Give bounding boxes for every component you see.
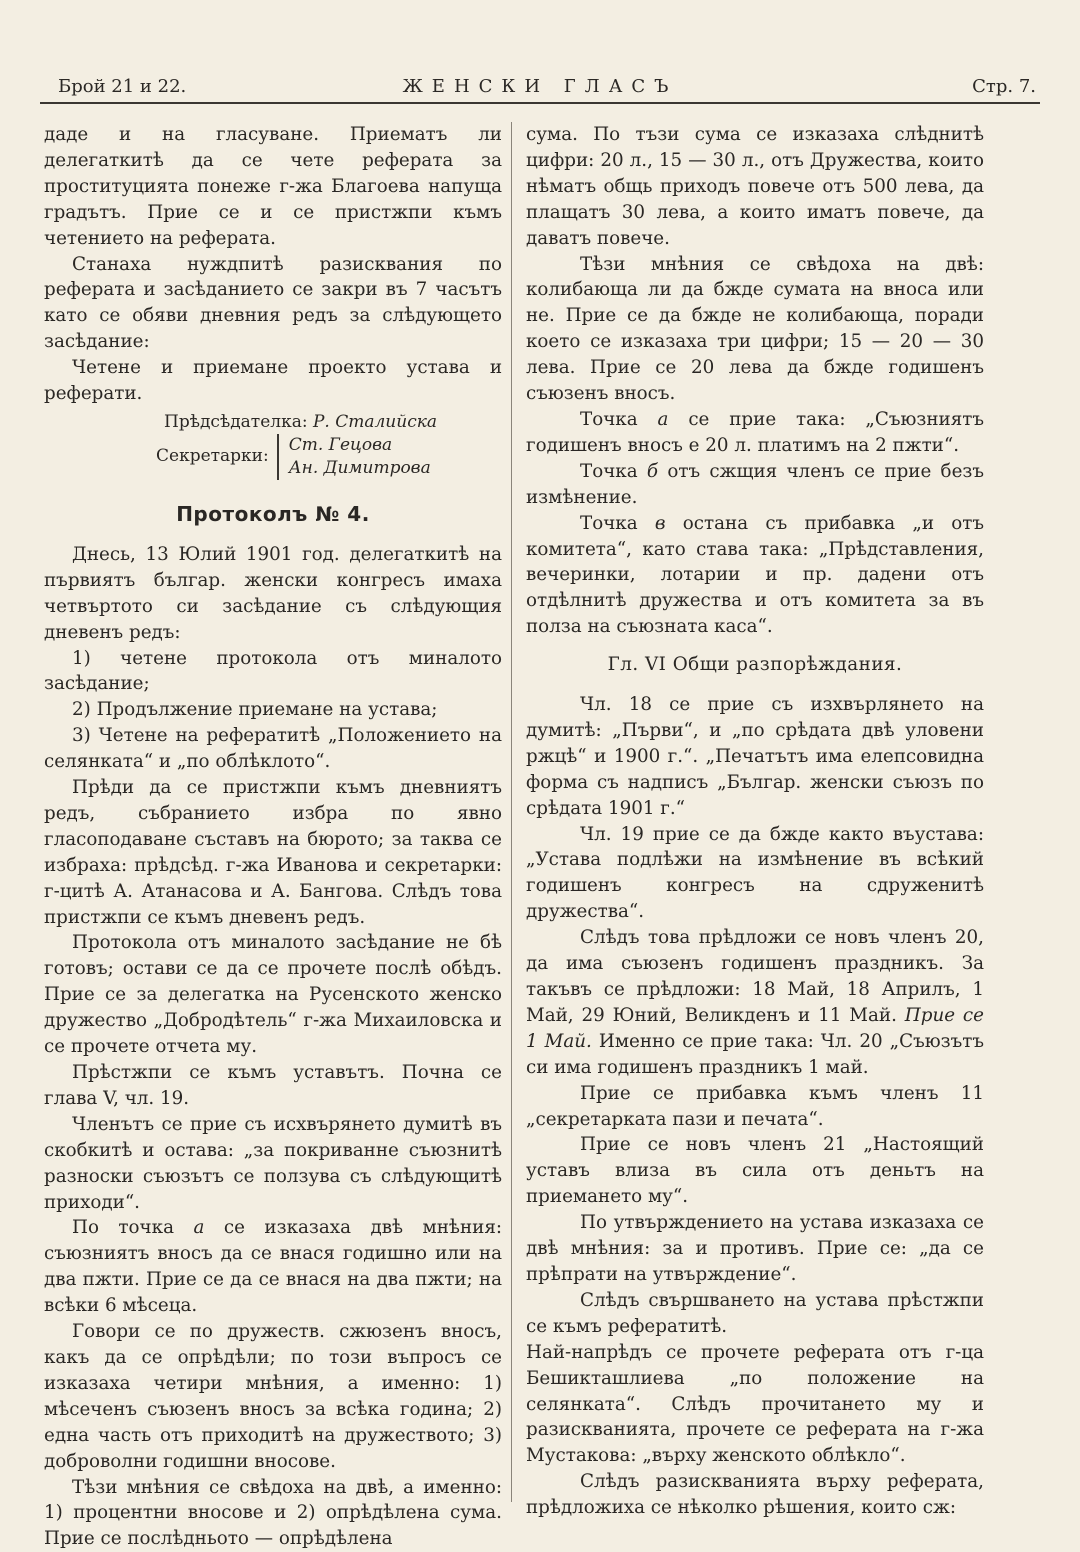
right-column [526, 122, 984, 1521]
point-letter: б [647, 461, 658, 482]
text-run: Точка [580, 461, 638, 482]
secretaries-brace [277, 434, 431, 480]
running-header [40, 74, 1040, 104]
emphasis: Прие се 1 Май. [526, 1005, 984, 1052]
text-run: Слѣдъ това прѣдложи се новъ членъ 20, да има съюзенъ годишенъ праздникъ. За такъвъ се прѣдложи: 18 Май, 18 Априлъ, 1 Май, 29 Юний, Великденъ и 11 Май. [526, 927, 984, 1026]
signature-block [44, 411, 502, 480]
text-run: По точка [72, 1217, 174, 1238]
paragraph [526, 925, 984, 1080]
page-number: Стр. 7. [972, 76, 1036, 97]
point-letter: в [655, 513, 666, 534]
left-column [44, 122, 502, 1552]
point-letter: а [193, 1217, 204, 1238]
text-run: отъ сжщия членъ се прие безъ измѣнение. [526, 461, 984, 508]
paragraph: Прѣстжпи се къмъ уставътъ. Почна се глава V, чл. 19. [44, 1060, 502, 1112]
paragraph [526, 511, 984, 641]
paragraph: Тѣзи мнѣния се свѣдоха на двѣ: колибающа ли да бжде сумата на вноса или не. Прие се да бжде не колибающа, поради което се изказаха три цифри; 15 — 20 — 30 лева. Прие се 20 лева да бжде годишенъ съюзенъ вносъ. [526, 252, 984, 407]
paragraph: Днесь, 13 Юлий 1901 год. делегаткитѣ на първиятъ българ. женски конгресъ имаха четвъртото си засѣдание съ слѣдующия дневенъ редъ: [44, 542, 502, 646]
secretary-name: Ан. Димитрова [289, 457, 431, 480]
secretaries-label: Секретарки: [156, 445, 269, 468]
agenda-item: 2) Продължение приемане на устава; [44, 697, 502, 723]
text-run: Именно се прие така: Чл. 20 „Съюзътъ си има годишенъ праздникъ 1 май. [526, 1031, 984, 1078]
paragraph: Прие се новъ членъ 21 „Настоящий уставъ влиза въ сила отъ деньтъ на приемането му“. [526, 1132, 984, 1210]
paragraph: Чл. 19 прие се да бжде както въустава: „Устава подлѣжи на измѣнение въ всѣкий годишенъ конгресъ на сдруженитѣ дружества“. [526, 822, 984, 926]
chapter-heading: Гл. VI Общи разпорѣждания. [526, 652, 984, 678]
text-run: се изказаха двѣ мнѣния: съюзниятъ вносъ да се внася годишно или на два пжти. Прие се да се внася на два пжти; на всѣки 6 мѣсеца. [44, 1217, 502, 1316]
paragraph: Прѣди да се пристжпи къмъ дневниятъ редъ, събранието избра по явно гласоподаване съставъ на бюрото; за таква се избраха: прѣдсѣд. г-жа Иванова и секретарки: г-цитѣ А. Атанасова и А. Бангова. Слѣдъ това пристжпи се къмъ дневенъ редъ. [44, 775, 502, 930]
chair-name: Р. Сталийска [313, 412, 437, 432]
journal-title: ЖЕНСКИ ГЛАСЪ [40, 76, 1040, 97]
paragraph: Станаха нуждпитѣ разисквания по реферата и засѣданието се закри въ 7 часътъ като се обяви дневния редъ за слѣдующето засѣдание: [44, 252, 502, 356]
secretary-name: Ст. Гецова [289, 434, 431, 457]
paragraph: сума. По тъзи сума се изказаха слѣднитѣ цифри: 20 л., 15 — 30 л., отъ Дружества, които нѣматъ общь приходъ повече отъ 500 лева, да плащатъ 30 лева, а които иматъ повече, да даватъ повече. [526, 122, 984, 252]
text-run: Точка [580, 409, 638, 430]
paragraph: даде и на гласуване. Приематъ ли делегаткитѣ да се чете реферата за проституцията понеже г-жа Благоева напуща градътъ. Прие се и се пристжпи къмъ четението на реферата. [44, 122, 502, 252]
paragraph: Чл. 18 се прие съ изхвърлянето на думитѣ: „Първи“, и „по срѣдата двѣ уловени ржцѣ“ и 1900 г.“. „Печатътъ има елепсовидна форма съ надписъ „Българ. женски съюзъ по срѣдата 1901 г.“ [526, 692, 984, 822]
text-run: Точка [580, 513, 638, 534]
paragraph: Най-напрѣдъ се прочете реферата отъ г-ца Бешикташлиева „по положение на селянката“. Слѣдъ прочитането му и разискванията, прочете се реферата на г-жа Мустакова: „върху женското облѣкло“. [526, 1340, 984, 1470]
paragraph: По утвърждението на устава изказаха се двѣ мнѣния: за и противъ. Прие се: „да се прѣпрати на утвърждение“. [526, 1210, 984, 1288]
paragraph [44, 1215, 502, 1319]
paragraph: Слѣдъ разискванията върху реферата, прѣдложиха се нѣколко рѣшения, които сж: [526, 1469, 984, 1521]
paragraph: Протокола отъ миналото засѣдание не бѣ готовъ; остави се да се прочете послѣ обѣдъ. Прие се за делегатка на Русенското женско дружество „Добродѣтель“ г-жа Михаиловска и се прочете отчета му. [44, 930, 502, 1060]
paragraph: Прие се прибавка къмъ членъ 11 „секретарката пази и печата“. [526, 1081, 984, 1133]
paragraph: Тѣзи мнѣния се свѣдоха на двѣ, а именно: 1) процентни вносове и 2) опрѣдѣлена сума. Прие се послѣдньото — опрѣдѣлена [44, 1475, 502, 1552]
point-letter: а [658, 409, 669, 430]
paragraph [526, 407, 984, 459]
text-run: се прие така: „Съюзниятъ годишенъ вносъ е 20 л. платимъ на 2 пжти“. [526, 409, 984, 456]
agenda-item: 1) четене протокола отъ миналото засѣдание; [44, 646, 502, 698]
paragraph: Слѣдъ свършването на устава прѣстжпи се къмъ рефератитѣ. [526, 1288, 984, 1340]
protocol-heading: Протоколъ № 4. [44, 502, 502, 528]
paragraph: Четене и приемане проекто устава и реферати. [44, 355, 502, 407]
paragraph [526, 459, 984, 511]
agenda-item: 3) Четене на рефератитѣ „Положението на селянката“ и „по облѣклото“. [44, 723, 502, 775]
paragraph: Членътъ се прие съ исхвърянето думитѣ въ скобкитѣ и остава: „за покриванне съюзнитѣ разноски съюзътъ се ползува съ слѣдующитѣ приходи“. [44, 1112, 502, 1216]
paragraph: Говори се по дружеств. сжюзенъ вносъ, какъ да се опрѣдѣли; по този въпросъ се изказаха четири мнѣния, а именно: 1) мѣсеченъ съюзенъ вносъ за всѣка година; 2) една часть отъ приходитѣ на дружеството; 3) доброволни годишни вносове. [44, 1319, 502, 1474]
issue-number: Брой 21 и 22. [58, 76, 186, 97]
chair-label: Прѣдсѣдателка: [164, 412, 308, 432]
text-run: остана съ прибавка „и отъ комитета“, като става така: „Прѣдставления, вечеринки, лотарии и пр. дадени отъ отдѣлнитѣ дружества и отъ комитета за въ полза на съюзната каса“. [526, 513, 984, 638]
column-divider [511, 122, 512, 1502]
